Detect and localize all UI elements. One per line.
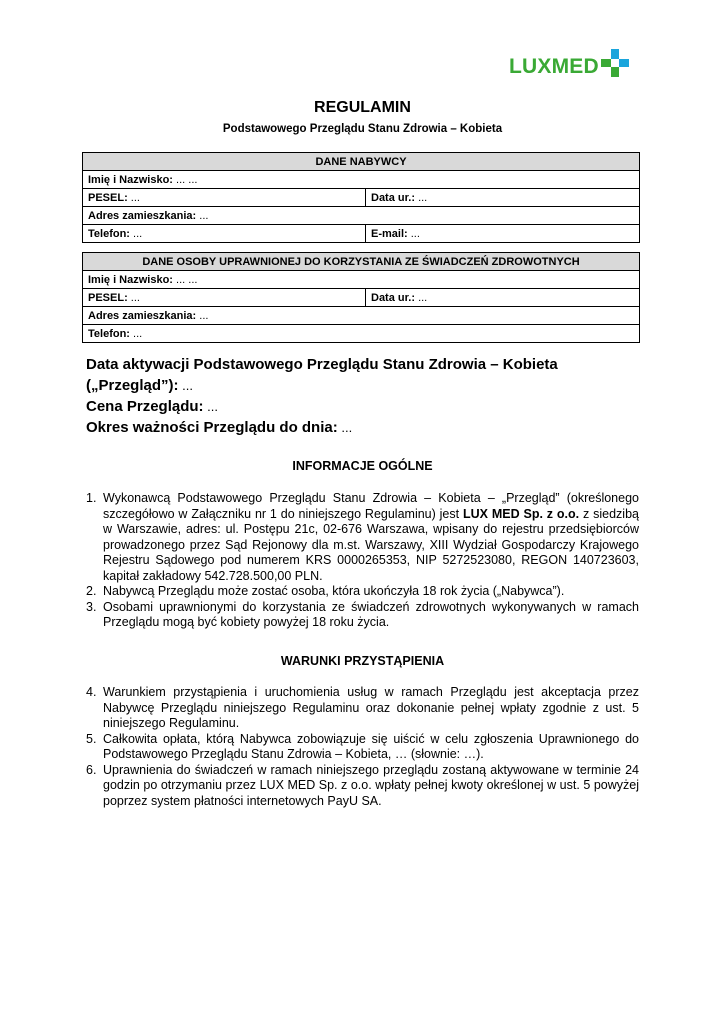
list-item-company: LUX MED Sp. z o.o.	[462, 506, 580, 521]
list-item-number: 2.	[86, 584, 97, 598]
general-info-list	[86, 491, 639, 631]
buyer-dob-label: Data ur.:	[371, 191, 416, 204]
list-item-text: Warunkiem przystąpienia i uruchomienia usług w ramach Przeglądu jest akceptacja przez Nabywcę Przeglądu niniejszego Regulaminu oraz dokonanie pełnej wpłaty zgodnie z ust. 5 niniejszego Regulaminu.	[103, 685, 639, 730]
activation-block	[86, 354, 646, 438]
conditions-list	[86, 685, 639, 809]
list-item-number: 3.	[86, 599, 97, 614]
buyer-address-value: ...	[196, 209, 209, 222]
list-item	[86, 600, 639, 631]
validity-value: ...	[337, 420, 353, 435]
activation-date-line2	[86, 375, 646, 396]
list-item	[86, 732, 639, 763]
beneficiary-phone-label: Telefon:	[88, 327, 130, 340]
activation-date-label: („Przegląd”):	[86, 377, 179, 394]
beneficiary-phone-cell	[83, 325, 640, 343]
list-item-number: 4.	[86, 685, 97, 699]
buyer-email-cell	[366, 225, 640, 243]
buyer-name-value: ... ...	[172, 173, 198, 186]
logo-cross-icon	[601, 49, 631, 79]
buyer-pesel-cell	[83, 189, 366, 207]
buyer-email-label: E-mail:	[371, 227, 408, 240]
list-item-text: Nabywcą Przeglądu może zostać osoba, która ukończyła 18 rok życia („Nabywca”).	[103, 584, 565, 598]
beneficiary-address-label: Adres zamieszkania:	[88, 309, 197, 322]
list-item-number: 5.	[86, 731, 97, 746]
price-label: Cena Przeglądu:	[86, 398, 204, 415]
page-subtitle: Podstawowego Przeglądu Stanu Zdrowia – Kobieta	[222, 123, 503, 135]
activation-date-line1: Data aktywacji Podstawowego Przeglądu Stanu Zdrowia – Kobieta	[86, 356, 558, 373]
list-item	[86, 685, 639, 732]
beneficiary-dob-cell	[366, 289, 640, 307]
beneficiary-name-cell	[83, 271, 640, 289]
buyer-table-header: DANE NABYWCY	[83, 153, 640, 171]
list-item-text: Osobami uprawnionymi do korzystania ze świadczeń zdrowotnych wykonywanych w ramach Przeglądu mogą być kobiety powyżej 18 roku życia.	[103, 599, 639, 629]
buyer-data-table	[82, 152, 640, 243]
section-heading-conditions: WARUNKI PRZYSTĄPIENIA	[280, 654, 445, 668]
list-item-text: z siedzibą w Warszawie, adres: ul. Postępu 21c, 02-676 Warszawa, wpisany do rejestru przedsiębiorców prowadzonego przez Sąd Rejonowy dla m.st. Warszawy, XIII Wydział Gospodarczy Krajowego Rejestru Sądowego pod numerem KRS 0000265353, NIP 5272523080, REGON 140723603, kapitał zakładowy 542.728.500,00 PLN.	[103, 506, 639, 583]
logo-text: LUXMED	[509, 55, 599, 78]
list-item-number: 1.	[86, 491, 97, 505]
buyer-phone-value: ...	[129, 227, 143, 240]
page-title: REGULAMIN	[314, 99, 411, 116]
buyer-email-value: ...	[407, 227, 420, 240]
list-item-text: Uprawnienia do świadczeń w ramach niniejszego przeglądu zostaną aktywowane w terminie 24 godzin po otrzymaniu przez LUX MED Sp. z o.o. wpłaty pełnej kwoty określonej w ust. 5 powyżej poprzez system płatności internetowych PayU SA.	[103, 762, 639, 808]
buyer-phone-cell	[83, 225, 366, 243]
beneficiary-pesel-label: PESEL:	[88, 291, 128, 304]
price-value: ...	[203, 399, 218, 414]
beneficiary-dob-value: ...	[415, 291, 428, 304]
validity-label: Okres ważności Przeglądu do dnia:	[86, 419, 338, 436]
luxmed-logo	[509, 49, 634, 83]
buyer-name-label: Imię i Nazwisko:	[88, 173, 173, 186]
beneficiary-dob-label: Data ur.:	[371, 291, 416, 304]
activation-date-value: ...	[178, 378, 193, 393]
validity-line	[86, 417, 646, 438]
buyer-address-label: Adres zamieszkania:	[88, 209, 197, 222]
buyer-phone-label: Telefon:	[88, 227, 130, 240]
beneficiary-data-table	[82, 252, 640, 343]
beneficiary-address-value: ...	[196, 309, 209, 322]
price-line	[86, 396, 646, 417]
buyer-dob-cell	[366, 189, 640, 207]
list-item-text: Wykonawcą Podstawowego Przeglądu Stanu Zdrowia – Kobieta – „Przegląd” (określonego szczegółowo w Załączniku nr 1 do niniejszego Regulaminu) jest	[103, 491, 639, 521]
list-item-number: 6.	[86, 762, 97, 777]
buyer-pesel-label: PESEL:	[88, 191, 128, 204]
buyer-name-cell	[83, 171, 640, 189]
list-item	[86, 491, 639, 584]
beneficiary-phone-value: ...	[129, 327, 143, 340]
beneficiary-pesel-value: ...	[127, 291, 140, 304]
list-item-text: Całkowita opłata, którą Nabywca zobowiązuje się uiścić w celu zgłoszenia Uprawnionego do Podstawowego Przeglądu Stanu Zdrowia – Kobieta, … (słownie: …).	[103, 731, 639, 761]
beneficiary-name-label: Imię i Nazwisko:	[88, 273, 173, 286]
beneficiary-name-value: ... ...	[172, 273, 198, 286]
buyer-dob-value: ...	[415, 191, 428, 204]
list-item	[86, 763, 639, 810]
beneficiary-table-header: DANE OSOBY UPRAWNIONEJ DO KORZYSTANIA ZE ŚWIADCZEŃ ZDROWOTNYCH	[83, 253, 640, 271]
buyer-pesel-value: ...	[127, 191, 140, 204]
beneficiary-pesel-cell	[83, 289, 366, 307]
section-heading-general: INFORMACJE OGÓLNE	[292, 459, 433, 473]
list-item	[86, 584, 639, 600]
buyer-address-cell	[83, 207, 640, 225]
beneficiary-address-cell	[83, 307, 640, 325]
